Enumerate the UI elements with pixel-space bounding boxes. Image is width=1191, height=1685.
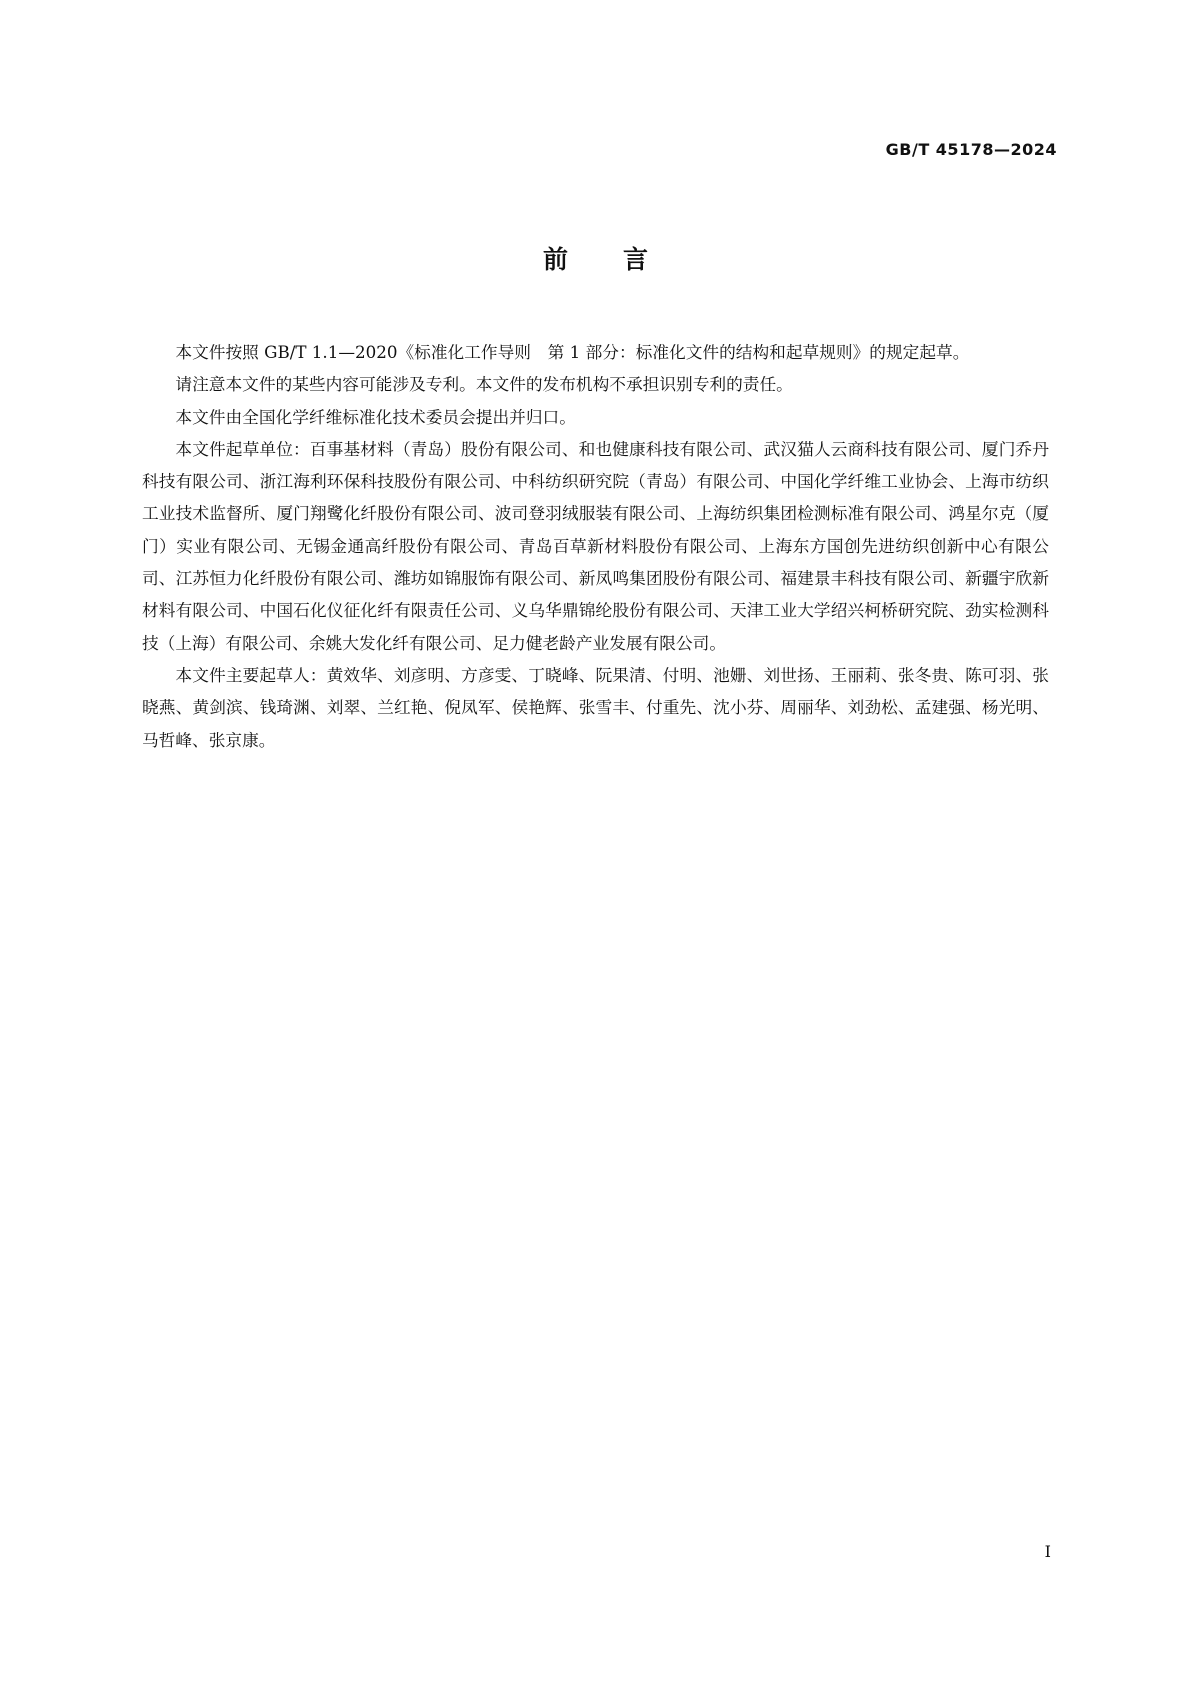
page-title: 前言 (542, 245, 703, 274)
page-number: I (1044, 1542, 1051, 1561)
paragraph-patent-notice: 请注意本文件的某些内容可能涉及专利。本文件的发布机构不承担识别专利的责任。 (175, 374, 793, 395)
paragraph-drafting-units: 本文件起草单位：百事基材料（青岛）股份有限公司、和也健康科技有限公司、武汉猫人云商科技有限公司、厦门乔丹科技有限公司、浙江海利环保科技股份有限公司、中科纺织研究院（青岛）有限公司、中国化学纤维工业协会、上海市纺织工业技术监督所、厦门翔鹭化纤股份有限公司、波司登羽绒服装有限公司、上海纺织集团检测标准有限公司、鸿星尔克（厦门）实业有限公司、无锡金通高纤股份有限公司、青岛百草新材料股份有限公司、上海东方国创先进纺织创新中心有限公司、江苏恒力化纤股份有限公司、潍坊如锦服饰有限公司、新凤鸣集团股份有限公司、福建景丰科技有限公司、新疆宇欣新材料有限公司、中国石化仪征化纤有限责任公司、义乌华鼎锦纶股份有限公司、天津工业大学绍兴柯桥研究院、劲实检测科技（上海）有限公司、余姚大发化纤有限公司、足力健老龄产业发展有限公司。 (142, 438, 1049, 653)
paragraph-drafters: 本文件主要起草人：黄效华、刘彦明、方彦雯、丁晓峰、阮果清、付明、池姗、刘世扬、王丽莉、张冬贵、陈可羽、张晓燕、黄剑滨、钱琦渊、刘翠、兰红艳、倪凤军、侯艳辉、张雪丰、付重先、沈小芬、周丽华、刘劲松、孟建强、杨光明、马哲峰、张京康。 (142, 664, 1049, 750)
paragraph-drafting-rules: 本文件按照 GB/T 1.1—2020《标准化工作导则 第 1 部分：标准化文件的结构和起草规则》的规定起草。 (175, 342, 970, 362)
paragraph-proposer: 本文件由全国化学纤维标准化技术委员会提出并归口。 (175, 406, 576, 427)
document-code: GB/T 45178—2024 (885, 140, 1057, 159)
foreword-body (142, 336, 1049, 756)
